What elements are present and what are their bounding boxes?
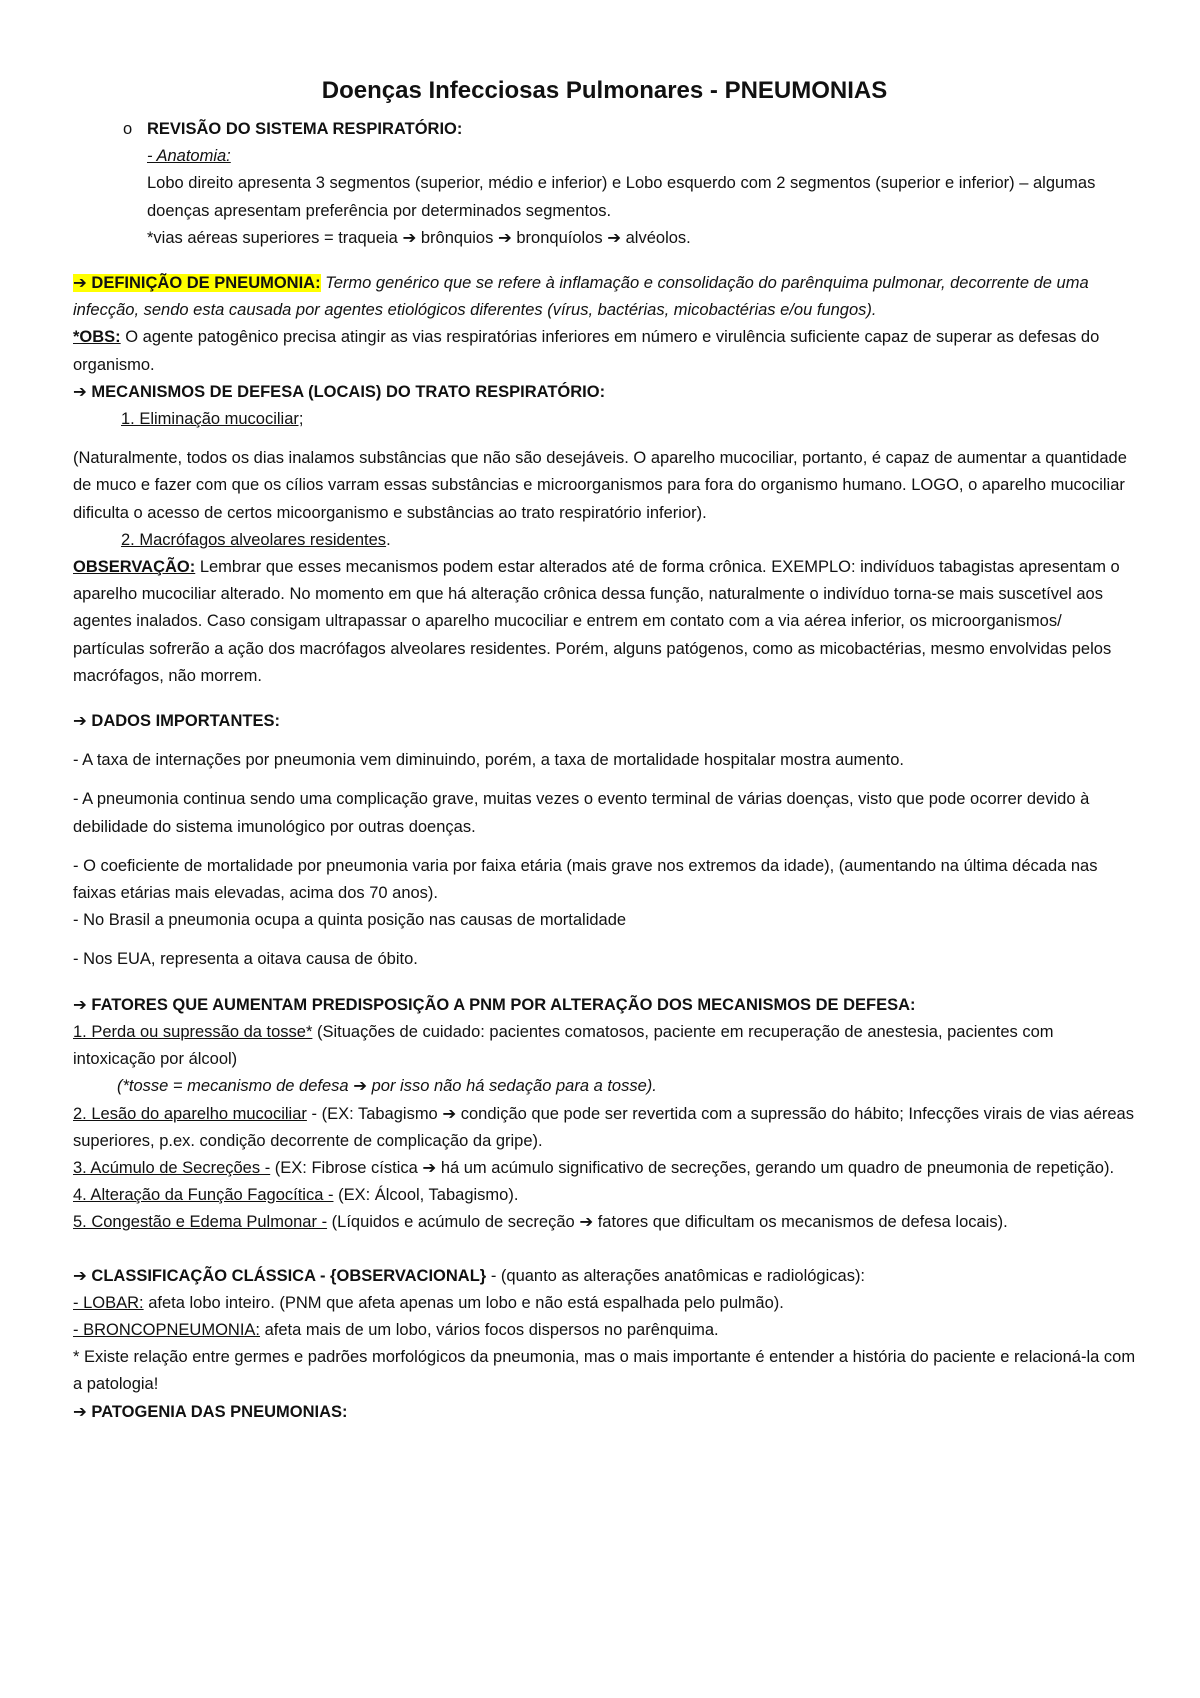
fator-item-1-note: (*tosse = mecanismo de defesa ➔ por isso não há sedação para a tosse). — [117, 1077, 657, 1096]
arrow-right-icon: ➔ — [73, 274, 87, 293]
arrow-right-icon: ➔ — [73, 1402, 87, 1421]
dado-item: - No Brasil a pneumonia ocupa a quinta posição nas causas de mortalidade — [73, 911, 627, 930]
arrow-right-icon: ➔ — [579, 1213, 594, 1232]
dado-item: - O coeficiente de mortalidade por pneumonia varia por faixa etária (mais grave nos extremos da idade), (aumentando na última década nas faixas etárias mais elevadas, acima dos 70 anos). — [73, 856, 1098, 903]
dado-item: - Nos EUA, representa a oitava causa de óbito. — [73, 950, 418, 969]
arrow-right-icon: ➔ — [497, 228, 512, 247]
obs-paragraph: *OBS: O agente patogênico precisa atingir as vias respiratórias inferiores em número e virulência suficiente capaz de superar as defesas do organismo. — [73, 328, 1100, 374]
fator-item-4: 4. Alteração da Função Fagocítica - (EX: Álcool, Tabagismo). — [73, 1186, 519, 1205]
vias-aereas-line: *vias aéreas superiores = traqueia ➔ brônquios ➔ bronquíolos ➔ alvéolos. — [147, 228, 691, 247]
arrow-right-icon: ➔ — [442, 1104, 457, 1123]
arrow-right-icon: ➔ — [73, 995, 87, 1014]
mecanismo-item-2: 2. Macrófagos alveolares residentes. — [121, 530, 391, 549]
dado-item: - A taxa de internações por pneumonia vem diminuindo, porém, a taxa de mortalidade hospitalar mostra aumento. — [73, 751, 904, 770]
mecanismo-item-1-text: (Naturalmente, todos os dias inalamos substâncias que não são desejáveis. O aparelho mucociliar, portanto, é capaz de aumentar a quantidade de muco e fazer com que os cílios varram essas substâncias e microorganismos para fora do organismo humano. LOGO, o aparelho mucociliar dificulta o acesso de certos micoorganismo e substâncias ao trato respiratório inferior). — [73, 449, 1127, 522]
mecanismo-item-1: 1. Eliminação mucociliar; — [121, 410, 304, 429]
arrow-right-icon: ➔ — [607, 228, 622, 247]
classificacao-nota: * Existe relação entre germes e padrões morfológicos da pneumonia, mas o mais importante é entender a história do paciente e relacioná-la com a patologia! — [73, 1348, 1136, 1394]
fator-item-1: 1. Perda ou supressão da tosse* (Situações de cuidado: pacientes comatosos, paciente em recuperação de anestesia, pacientes com intoxicação por álcool) — [73, 1022, 1054, 1069]
document-title: Doenças Infecciosas Pulmonares - PNEUMONIAS — [321, 77, 888, 104]
arrow-right-icon: ➔ — [402, 228, 417, 247]
dado-item: - A pneumonia continua sendo uma complicação grave, muitas vezes o evento terminal de várias doenças, visto que pode ocorrer devido à debilidade do sistema imunológico por outras doenças. — [73, 790, 1090, 836]
bullet-circle-icon: o — [123, 120, 133, 138]
arrow-right-icon: ➔ — [422, 1158, 437, 1177]
patogenia-heading: ➔ PATOGENIA DAS PNEUMONIAS: — [73, 1402, 348, 1421]
observacao-paragraph: OBSERVAÇÃO: Lembrar que esses mecanismos podem estar alterados até de forma crônica. EXEMPLO: indivíduos tabagistas apresentam o aparelho mucociliar alterado. No momento em que há alteração crônica dessa função, naturalmente o indivíduo torna-se mais suscetível aos agentes inalados. Caso consigam ultrapassar o aparelho mucociliar e entrem em contato com a via aérea inferior, os microorganismos/ partículas sofrerão a ação dos macrófagos alveolares residentes. Porém, alguns patógenos, como as micobactérias, mesmo envolvidas pelos macrófagos, não morrem. — [73, 558, 1120, 685]
classificacao-lobar: - LOBAR: afeta lobo inteiro. (PNM que afeta apenas um lobo e não está espalhada pelo pulmão). — [73, 1293, 784, 1312]
arrow-right-icon: ➔ — [353, 1077, 368, 1096]
anatomia-label: - Anatomia: — [147, 147, 231, 166]
fator-item-3: 3. Acúmulo de Secreções - (EX: Fibrose cística ➔ há um acúmulo significativo de secreções, gerando um quadro de pneumonia de repetição). — [73, 1158, 1115, 1177]
arrow-right-icon: ➔ — [73, 712, 87, 731]
arrow-right-icon: ➔ — [73, 1266, 87, 1285]
definicao-paragraph: ➔ DEFINIÇÃO DE PNEUMONIA: Termo genérico que se refere à inflamação e consolidação do parênquima pulmonar, decorrente de uma infecção, sendo esta causada por agentes etiológicos diferentes (vírus, bactérias, micobactérias e/ou fungos). — [73, 274, 1089, 320]
lobos-text: Lobo direito apresenta 3 segmentos (superior, médio e inferior) e Lobo esquerdo com 2 segmentos (superior e inferior) – algumas doenças apresentam preferência por determinados segmentos. — [147, 174, 1096, 220]
dados-heading: ➔ DADOS IMPORTANTES: — [73, 712, 280, 731]
classificacao-bronco: - BRONCOPNEUMONIA: afeta mais de um lobo, vários focos dispersos no parênquima. — [73, 1320, 719, 1339]
revisao-section — [73, 116, 1136, 252]
definicao-heading-highlight: ➔ DEFINIÇÃO DE PNEUMONIA: — [73, 274, 321, 293]
arrow-right-icon: ➔ — [73, 382, 87, 401]
fator-item-2: 2. Lesão do aparelho mucociliar - (EX: Tabagismo ➔ condição que pode ser revertida com a supressão do hábito; Infecções virais de vias aéreas superiores, p.ex. condição decorrente de complicação da gripe). — [73, 1104, 1134, 1150]
classificacao-heading: ➔ CLASSIFICAÇÃO CLÁSSICA - {OBSERVACIONAL} - (quanto as alterações anatômicas e radiológicas): — [73, 1266, 866, 1285]
fator-item-5: 5. Congestão e Edema Pulmonar - (Líquidos e acúmulo de secreção ➔ fatores que dificultam os mecanismos de defesa locais). — [73, 1213, 1008, 1232]
fatores-heading: ➔ FATORES QUE AUMENTAM PREDISPOSIÇÃO A PNM POR ALTERAÇÃO DOS MECANISMOS DE DEFESA: — [73, 995, 916, 1014]
mecanismos-heading: ➔ MECANISMOS DE DEFESA (LOCAIS) DO TRATO RESPIRATÓRIO: — [73, 382, 606, 401]
revisao-heading: REVISÃO DO SISTEMA RESPIRATÓRIO: — [147, 120, 463, 138]
